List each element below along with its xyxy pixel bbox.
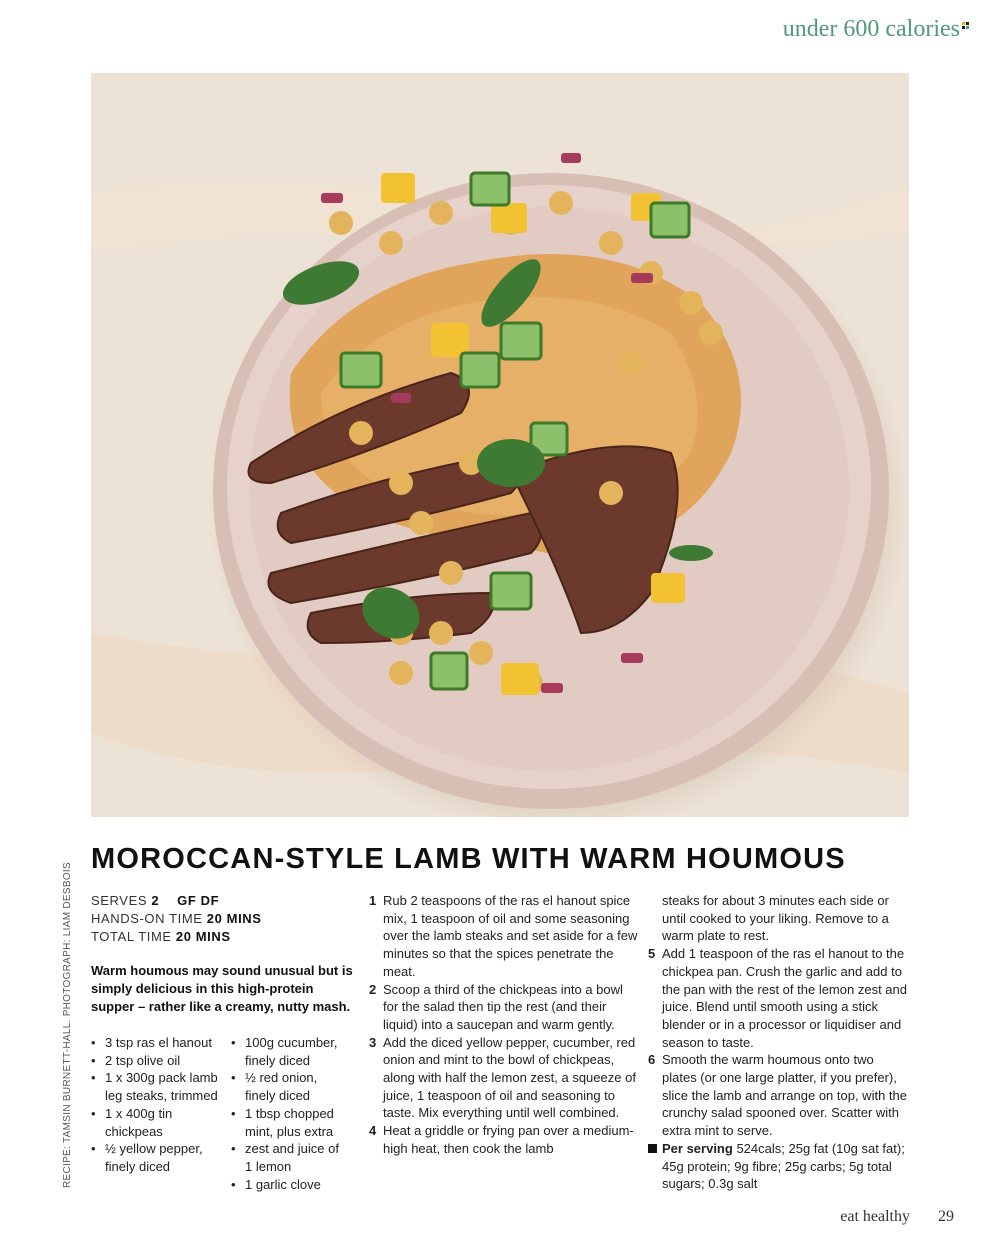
page-number: 29 (938, 1208, 954, 1225)
recipe-meta (91, 892, 262, 946)
method-step: 4 Heat a griddle or frying pan over a medium-high heat, then cook the lamb (369, 1123, 634, 1156)
ingredient-item: • 100g cucumber, finely diced (231, 1034, 349, 1069)
method-step: 3 Add the diced yellow pepper, cucumber, red onion and mint to the bowl of chickpeas, along with half the lemon zest, a squeeze of juice, 1 teaspoon of oil and seasoning to taste. Mix everything until well combined. (369, 1034, 636, 1121)
color-dots-icon (962, 22, 970, 30)
section-label: under 600 calories (783, 16, 970, 43)
step-number: 1 (369, 893, 377, 908)
method-column-2 (648, 892, 910, 1193)
magazine-section-name: eat healthy (840, 1208, 910, 1225)
dish-photo (91, 73, 909, 817)
ingredient-item: • ½ yellow pepper, finely diced (91, 1140, 231, 1175)
ingredients-list-1 (91, 1034, 231, 1176)
method-step-continued: steaks for about 3 minutes each side or until cooked to your liking. Remove to a warm plate to rest. (662, 893, 889, 944)
step-number: 2 (369, 981, 377, 997)
ingredient-item: • 1 tbsp chopped mint, plus extra (231, 1105, 349, 1140)
ingredient-item: • 2 tsp olive oil (91, 1052, 231, 1070)
serves-row: SERVES 2 GF DF (91, 893, 220, 908)
method-step: 6 Smooth the warm houmous onto two plates (or one large platter, if you prefer), slice the lamb and arrange on top, with the crunchy salad spooned over. Scatter with extra mint to serve. (648, 1052, 907, 1139)
ingredient-item: • 3 tsp ras el hanout (91, 1034, 231, 1052)
diet-tags: GF DF (177, 893, 220, 908)
step-number: 6 (648, 1052, 656, 1068)
ingredient-item: • 1 garlic clove (231, 1176, 349, 1194)
recipe-title: MOROCCAN-STYLE LAMB WITH WARM HOUMOUS (91, 843, 846, 875)
hands-on-time-row: HANDS-ON TIME 20 MINS (91, 911, 262, 926)
step-number: 5 (648, 946, 656, 962)
method-step: 2 Scoop a third of the chickpeas into a bowl for the salad then tip the rest (and their liquid) into a saucepan and warm gently. (369, 981, 623, 1032)
photo-credit: RECIPE: TAMSIN BURNETT-HALL. PHOTOGRAPH: LIAM DESBOIS (62, 862, 73, 1188)
ingredient-item: • 1 x 400g tin chickpeas (91, 1105, 231, 1140)
method-column-1 (369, 892, 639, 1158)
ingredient-item: • 1 x 300g pack lamb leg steaks, trimmed (91, 1069, 231, 1104)
total-time-row: TOTAL TIME 20 MINS (91, 929, 231, 944)
step-number: 4 (369, 1123, 377, 1139)
recipe-intro: Warm houmous may sound unusual but is simply delicious in this high-protein supper – rather like a creamy, nutty mash. (91, 963, 353, 1014)
square-bullet-icon (648, 1144, 657, 1153)
method-step: 5 Add 1 teaspoon of the ras el hanout to the chickpea pan. Crush the garlic and add to the pan with the rest of the lemon zest and juice. Blend until smooth using a stick blender or in a processor or liquidiser and season to taste. (648, 946, 907, 1050)
ingredients-list-2 (231, 1034, 349, 1193)
ingredient-item: • ½ red onion, finely diced (231, 1069, 349, 1104)
ingredient-item: • zest and juice of 1 lemon (231, 1140, 349, 1175)
method-step: 1 Rub 2 teaspoons of the ras el hanout spice mix, 1 teaspoon of oil and some seasoning over the lamb steaks and set aside for a few minutes so that the spices penetrate the meat. (369, 893, 638, 979)
nutrition-info: Per serving 524cals; 25g fat (10g sat fat); 45g protein; 9g fibre; 25g carbs; 5g total sugars; 0.3g salt (648, 1140, 910, 1193)
step-number: 3 (369, 1034, 377, 1050)
